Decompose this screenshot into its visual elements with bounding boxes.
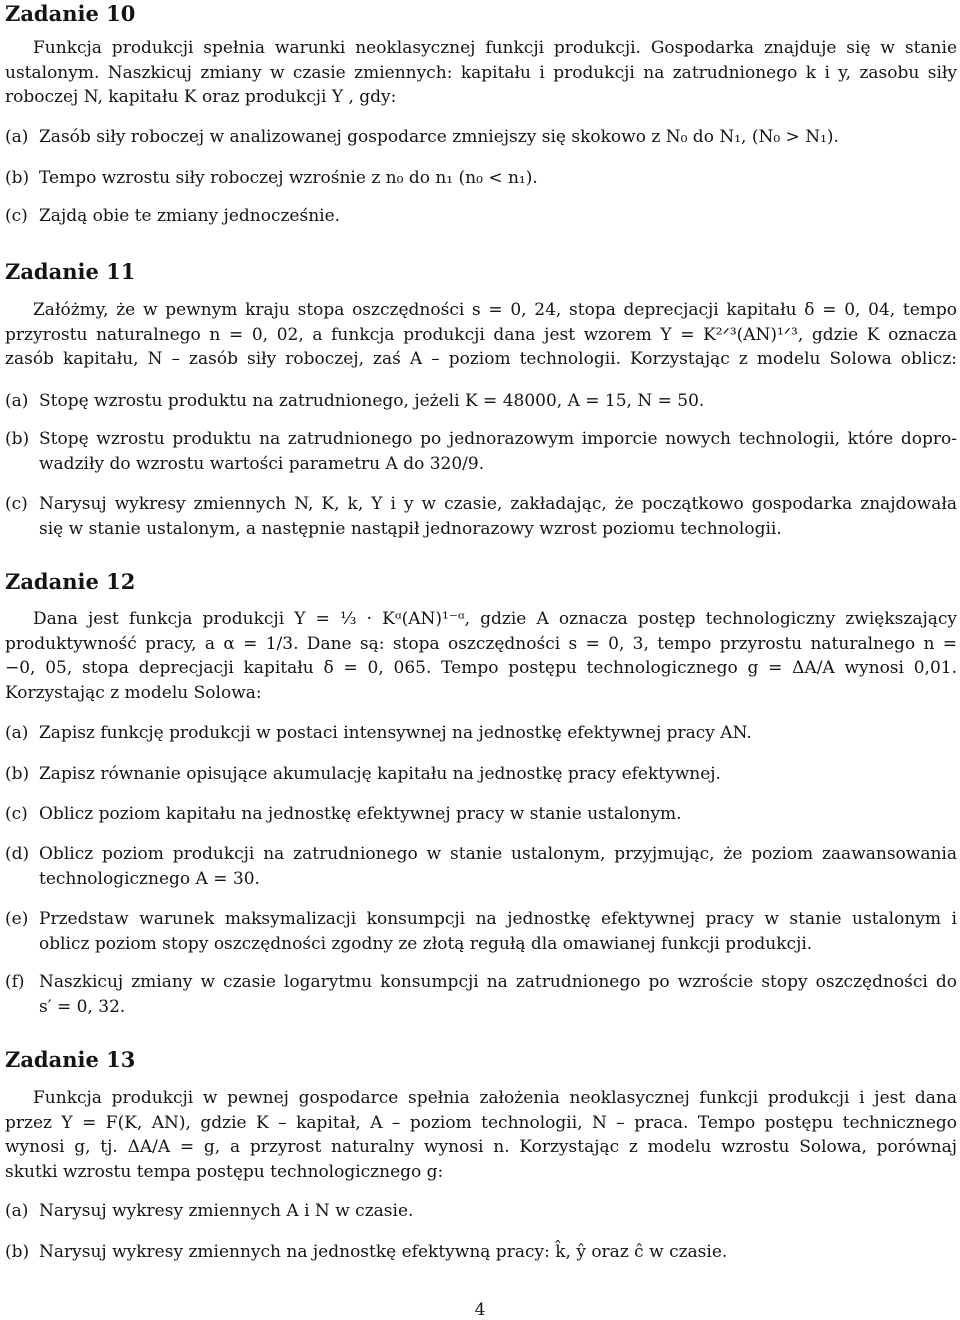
text-line: Dana jest funkcja produkcji Y = ⅓ · Kᵅ(AN)¹⁻ᵅ, gdzie A oznacza postęp technologiczny zwiększający bbox=[33, 609, 957, 629]
item-label: (c) bbox=[5, 804, 28, 824]
item-text: Stopę wzrostu produktu na zatrudnionego po jednorazowym imporcie nowych technologii, które dopro- bbox=[39, 429, 957, 449]
text-line: przez Y = F(K, AN), gdzie K – kapitał, A – poziom technologii, N – praca. Tempo postępu technicznego bbox=[5, 1112, 957, 1133]
heading-zadanie-11: Zadanie 11 bbox=[5, 259, 136, 284]
item-text: technologicznego A = 30. bbox=[39, 868, 260, 889]
item-text: oblicz poziom stopy oszczędności zgodny ze złotą regułą dla omawianej funkcji produkcji. bbox=[39, 933, 813, 954]
item-text: Zapisz równanie opisujące akumulację kapitału na jednostkę pracy efektywnej. bbox=[39, 764, 721, 784]
heading-zadanie-10: Zadanie 10 bbox=[5, 1, 136, 26]
z12-intro bbox=[5, 607, 957, 705]
item-label: (c) bbox=[5, 494, 28, 514]
text-line: wynosi g, tj. ΔA/A = g, a przyrost naturalny wynosi n. Korzystając z modelu wzrostu Solowa, porównaj bbox=[5, 1137, 957, 1157]
item-text: s′ = 0, 32. bbox=[39, 996, 126, 1017]
item-text: Narysuj wykresy zmiennych A i N w czasie. bbox=[39, 1201, 414, 1221]
page-number: 4 bbox=[474, 1300, 486, 1320]
text-line: roboczej N, kapitału K oraz produkcji Y , gdy: bbox=[5, 87, 397, 107]
item-label: (b) bbox=[5, 764, 30, 784]
heading-zadanie-13: Zadanie 13 bbox=[5, 1047, 136, 1072]
heading-zadanie-12: Zadanie 12 bbox=[5, 569, 136, 594]
item-label: (c) bbox=[5, 206, 28, 226]
item-text: Oblicz poziom kapitału na jednostkę efektywnej pracy w stanie ustalonym. bbox=[39, 804, 682, 824]
text-line: zasób kapitału, N – zasób siły roboczej, zaś A – poziom technologii. Korzystając z modelu Solowa oblicz: bbox=[5, 349, 957, 369]
item-text: Zapisz funkcję produkcji w postaci intensywnej na jednostkę efektywnej pracy AN. bbox=[39, 723, 752, 743]
item-label: (b) bbox=[5, 429, 30, 449]
text-line: Korzystając z modelu Solowa: bbox=[5, 682, 262, 703]
item-label: (f) bbox=[5, 972, 25, 992]
text-line: Funkcja produkcji w pewnej gospodarce spełnia założenia neoklasycznej funkcji produkcji i jest dana bbox=[33, 1088, 957, 1108]
text-line: produktywność pracy, a α = 1/3. Dane są: stopa oszczędności s = 0, 3, tempo przyrostu naturalnego n = bbox=[5, 633, 957, 654]
item-text: Zasób siły roboczej w analizowanej gospodarce zmniejszy się skokowo z N₀ do N₁, (N₀ > N₁). bbox=[39, 127, 839, 147]
text-line: −0, 05, stopa deprecjacji kapitału δ = 0, 065. Tempo postępu technologicznego g = ΔA/A wynosi 0,01. bbox=[5, 658, 957, 678]
item-label: (a) bbox=[5, 391, 29, 411]
item-text: Tempo wzrostu siły roboczej wzrośnie z n₀ do n₁ (n₀ < n₁). bbox=[39, 168, 538, 188]
item-label: (b) bbox=[5, 1242, 30, 1262]
z11-intro bbox=[5, 298, 957, 372]
item-text: Narysuj wykresy zmiennych N, K, k, Y i y w czasie, zakładając, że początkowo gospodarka znajdowała bbox=[39, 494, 957, 514]
item-text: Zajdą obie te zmiany jednocześnie. bbox=[39, 206, 341, 226]
item-label: (a) bbox=[5, 1201, 29, 1221]
item-label: (e) bbox=[5, 909, 29, 929]
text-line: skutki wzrostu tempa postępu technologicznego g: bbox=[5, 1161, 444, 1182]
item-text: Stopę wzrostu produktu na zatrudnionego, jeżeli K = 48000, A = 15, N = 50. bbox=[39, 391, 705, 411]
item-label: (b) bbox=[5, 168, 30, 188]
item-text: Przedstaw warunek maksymalizacji konsumpcji na jednostkę efektywnej pracy w stanie ustalonym i bbox=[39, 909, 957, 929]
item-text: wadziły do wzrostu wartości parametru A do 320/9. bbox=[39, 453, 485, 474]
item-label: (a) bbox=[5, 723, 29, 743]
text-line: przyrostu naturalnego n = 0, 02, a funkcja produkcji dana jest wzorem Y = K²ᐟ³(AN)¹ᐟ³, gdzie K oznacza bbox=[5, 324, 957, 345]
text-line: Funkcja produkcji spełnia warunki neoklasycznej funkcji produkcji. Gospodarka znajduje się w stanie bbox=[33, 38, 957, 58]
item-text: Naszkicuj zmiany w czasie logarytmu konsumpcji na zatrudnionego po wzroście stopy oszczędności do bbox=[39, 972, 957, 992]
item-text: Narysuj wykresy zmiennych na jednostkę efektywną pracy: k̂, ŷ oraz ĉ w czasie. bbox=[39, 1242, 728, 1262]
z13-intro bbox=[5, 1086, 957, 1184]
item-text: Oblicz poziom produkcji na zatrudnionego w stanie ustalonym, przyjmując, że poziom zaawansowania bbox=[39, 844, 957, 864]
z10-intro bbox=[5, 36, 957, 110]
item-text: się w stanie ustalonym, a następnie nastąpił jednorazowy wzrost poziomu technologii. bbox=[39, 518, 782, 539]
item-label: (d) bbox=[5, 844, 30, 864]
item-label: (a) bbox=[5, 127, 29, 147]
text-line: ustalonym. Naszkicuj zmiany w czasie zmiennych: kapitału i produkcji na zatrudnionego k i y, zasobu siły bbox=[5, 62, 957, 83]
text-line: Załóżmy, że w pewnym kraju stopa oszczędności s = 0, 24, stopa deprecjacji kapitału δ = 0, 04, tempo bbox=[33, 300, 957, 320]
